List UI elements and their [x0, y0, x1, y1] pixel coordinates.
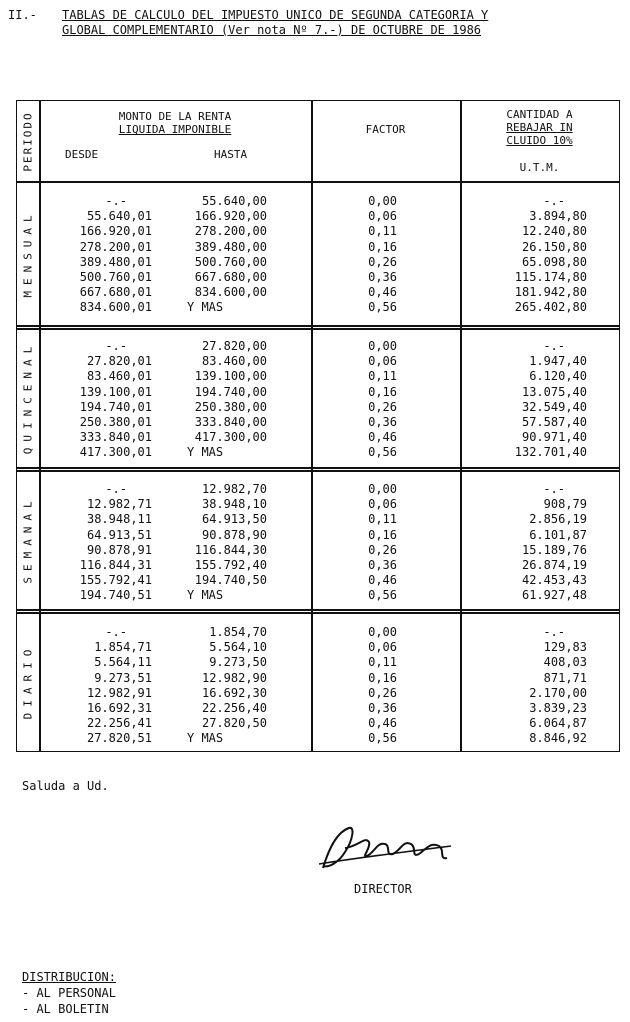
- factor-cell: 0,36: [368, 558, 397, 572]
- desde-cell: 389.480,01: [79, 254, 152, 269]
- hasta-cell: Y MAS: [187, 300, 224, 315]
- factor-cell: 0,26: [368, 399, 397, 414]
- cantidad-cell: 26.150,80: [521, 239, 587, 254]
- table-row: [17, 497, 617, 512]
- hasta-cell: 278.200,00: [194, 224, 267, 239]
- section-divider: [17, 328, 619, 330]
- table-row: [17, 625, 617, 640]
- hasta-cell: Y MAS: [187, 731, 224, 746]
- cantidad-header-line-1: CANTIDAD A: [506, 108, 573, 121]
- hasta-cell: 155.792,40: [194, 558, 267, 572]
- director-title: DIRECTOR: [354, 882, 412, 896]
- table-row: [17, 716, 617, 731]
- cantidad-header-line-3: CLUIDO 10%: [506, 134, 573, 147]
- cantidad-cell: 32.549,40: [521, 399, 587, 414]
- hasta-cell: 1.854,70: [209, 625, 267, 639]
- factor-cell: 0,00: [368, 482, 397, 496]
- desde-cell: 278.200,01: [79, 239, 152, 254]
- factor-cell: 0,16: [368, 384, 397, 399]
- cantidad-cell: -.-: [543, 482, 565, 496]
- cantidad-cell: 65.098,80: [521, 254, 587, 269]
- desde-cell: 22.256,41: [86, 716, 152, 731]
- cantidad-cell: 15.189,76: [521, 542, 587, 557]
- desde-cell: 834.600,01: [79, 300, 152, 315]
- cantidad-cell: 1.947,40: [529, 354, 587, 369]
- factor-cell: 0,00: [368, 625, 397, 639]
- desde-cell: 667.680,01: [79, 285, 152, 300]
- table-row: [17, 671, 617, 686]
- period-label: DIARIO: [21, 643, 35, 720]
- periodo-header: PERIODO: [21, 110, 35, 172]
- factor-cell: 0,11: [368, 224, 397, 239]
- hasta-cell: 12.982,90: [201, 670, 267, 685]
- factor-cell: 0,00: [368, 194, 397, 208]
- desde-cell: 16.692,31: [86, 701, 152, 715]
- desde-cell: 5.564,11: [94, 655, 152, 670]
- hasta-cell: 12.982,70: [201, 482, 267, 496]
- cantidad-cell: 61.927,48: [521, 588, 587, 603]
- cantidad-cell: 8.846,92: [529, 731, 587, 746]
- cantidad-cell: -.-: [543, 194, 565, 208]
- cantidad-cell: 132.701,40: [514, 445, 587, 460]
- table-row: [17, 224, 617, 239]
- distribution-heading: DISTRIBUCION:: [22, 970, 116, 984]
- factor-cell: 0,11: [368, 512, 397, 527]
- factor-cell: 0,36: [368, 415, 397, 429]
- cantidad-cell: 6.064,87: [529, 716, 587, 731]
- section-divider: [17, 467, 619, 469]
- cantidad-cell: 3.894,80: [529, 209, 587, 224]
- table-row: [17, 339, 617, 354]
- desde-cell: -.-: [105, 482, 127, 496]
- cantidad-cell: 129,83: [543, 640, 587, 655]
- desde-cell: -.-: [105, 339, 127, 353]
- utm-header: U.T.M.: [519, 161, 560, 174]
- factor-cell: 0,26: [368, 542, 397, 557]
- hasta-cell: Y MAS: [187, 445, 224, 460]
- factor-cell: 0,00: [368, 339, 397, 353]
- desde-cell: 90.878,91: [86, 542, 152, 557]
- hasta-cell: 64.913,50: [201, 512, 267, 527]
- factor-cell: 0,56: [368, 300, 397, 315]
- table-row: [17, 482, 617, 497]
- table-row: [17, 194, 617, 209]
- factor-cell: 0,06: [368, 354, 397, 369]
- factor-cell: 0,26: [368, 254, 397, 269]
- hasta-cell: 333.840,00: [194, 415, 267, 429]
- cantidad-cell: 908,79: [543, 497, 587, 512]
- cantidad-cell: 26.874,19: [521, 558, 587, 572]
- desde-cell: 194.740,01: [79, 399, 152, 414]
- hasta-cell: 55.640,00: [201, 194, 267, 208]
- hasta-cell: 22.256,40: [201, 701, 267, 715]
- table-row: [17, 270, 617, 285]
- hasta-cell: 116.844,30: [194, 542, 267, 557]
- table-row: [17, 430, 617, 445]
- table-row: [17, 512, 617, 527]
- section-divider: [17, 325, 619, 327]
- cantidad-cell: 2.856,19: [529, 512, 587, 527]
- factor-cell: 0,46: [368, 573, 397, 588]
- table-row: [17, 701, 617, 716]
- desde-cell: 166.920,01: [79, 224, 152, 239]
- desde-cell: 64.913,51: [86, 527, 152, 542]
- hasta-cell: 667.680,00: [194, 270, 267, 284]
- cantidad-cell: 13.075,40: [521, 384, 587, 399]
- cantidad-cell: 871,71: [543, 670, 587, 685]
- cantidad-cell: 90.971,40: [521, 430, 587, 445]
- table-row: [17, 415, 617, 430]
- hasta-cell: 194.740,50: [194, 573, 267, 588]
- table-row: [17, 354, 617, 369]
- cantidad-cell: 408,03: [543, 655, 587, 670]
- hasta-cell: 500.760,00: [194, 254, 267, 269]
- table-row: [17, 558, 617, 573]
- table-row: [17, 400, 617, 415]
- desde-cell: 1.854,71: [94, 640, 152, 655]
- monto-header-line-2: LIQUIDA IMPONIBLE: [118, 123, 232, 136]
- desde-header: DESDE: [65, 148, 99, 161]
- hasta-cell: 166.920,00: [194, 209, 267, 224]
- factor-cell: 0,46: [368, 716, 397, 731]
- cantidad-cell: 12.240,80: [521, 224, 587, 239]
- factor-cell: 0,06: [368, 497, 397, 512]
- section-number: II.-: [8, 8, 37, 22]
- cantidad-cell: 265.402,80: [514, 300, 587, 315]
- desde-cell: -.-: [105, 625, 127, 639]
- desde-cell: 333.840,01: [79, 430, 152, 445]
- signature-image: [315, 818, 455, 878]
- factor-cell: 0,16: [368, 527, 397, 542]
- hasta-cell: 139.100,00: [194, 369, 267, 384]
- desde-cell: 155.792,41: [79, 573, 152, 588]
- table-row: [17, 300, 617, 315]
- factor-header: FACTOR: [365, 123, 406, 136]
- table-row: [17, 255, 617, 270]
- table-row: [17, 445, 617, 460]
- hasta-cell: 5.564,10: [209, 640, 267, 655]
- cantidad-cell: 2.170,00: [529, 685, 587, 700]
- desde-cell: 12.982,91: [86, 685, 152, 700]
- cantidad-cell: -.-: [543, 339, 565, 353]
- factor-cell: 0,46: [368, 430, 397, 445]
- desde-cell: 27.820,01: [86, 354, 152, 369]
- hasta-cell: 83.460,00: [201, 354, 267, 369]
- table-row: [17, 285, 617, 300]
- hasta-cell: 194.740,00: [194, 384, 267, 399]
- period-label: SEMANAL: [21, 495, 35, 584]
- factor-cell: 0,26: [368, 685, 397, 700]
- section-divider: [17, 609, 619, 611]
- monto-header-line-1: MONTO DE LA RENTA: [118, 110, 232, 123]
- desde-cell: -.-: [105, 194, 127, 208]
- tax-table: [16, 100, 620, 752]
- desde-cell: 250.380,01: [79, 415, 152, 429]
- table-row: [17, 686, 617, 701]
- desde-cell: 27.820,51: [86, 731, 152, 746]
- desde-cell: 9.273,51: [94, 670, 152, 685]
- factor-cell: 0,06: [368, 640, 397, 655]
- desde-cell: 55.640,01: [86, 209, 152, 224]
- cantidad-cell: 57.587,40: [521, 415, 587, 429]
- cantidad-cell: 115.174,80: [514, 270, 587, 284]
- factor-cell: 0,56: [368, 445, 397, 460]
- factor-cell: 0,56: [368, 588, 397, 603]
- hasta-cell: 834.600,00: [194, 285, 267, 300]
- section-divider: [17, 612, 619, 614]
- desde-cell: 116.844,31: [79, 558, 152, 572]
- desde-cell: 83.460,01: [86, 369, 152, 384]
- cantidad-cell: 3.839,23: [529, 701, 587, 715]
- desde-cell: 194.740,51: [79, 588, 152, 603]
- cantidad-cell: -.-: [543, 625, 565, 639]
- hasta-header: HASTA: [214, 148, 248, 161]
- hasta-cell: 417.300,00: [194, 430, 267, 445]
- factor-cell: 0,06: [368, 209, 397, 224]
- table-row: [17, 369, 617, 384]
- table-row: [17, 528, 617, 543]
- table-row: [17, 543, 617, 558]
- desde-cell: 417.300,01: [79, 445, 152, 460]
- hasta-cell: 16.692,30: [201, 685, 267, 700]
- document-title-line-1: TABLAS DE CALCULO DEL IMPUESTO UNICO DE SEGUNDA CATEGORIA Y: [62, 8, 489, 22]
- header-divider: [17, 181, 619, 183]
- desde-cell: 12.982,71: [86, 497, 152, 512]
- cantidad-cell: 6.101,87: [529, 527, 587, 542]
- cantidad-cell: 181.942,80: [514, 285, 587, 300]
- hasta-cell: 250.380,00: [194, 399, 267, 414]
- table-row: [17, 240, 617, 255]
- desde-cell: 139.100,01: [79, 384, 152, 399]
- document-title-line-2: GLOBAL COMPLEMENTARIO (Ver nota Nº 7.-) DE OCTUBRE DE 1986: [62, 23, 482, 37]
- period-label: MENSUAL: [21, 208, 35, 298]
- factor-cell: 0,46: [368, 285, 397, 300]
- hasta-cell: 27.820,50: [201, 716, 267, 731]
- cantidad-cell: 42.453,43: [521, 573, 587, 588]
- distribution-item: - AL BOLETIN: [22, 1002, 109, 1016]
- desde-cell: 500.760,01: [79, 270, 152, 284]
- table-row: [17, 573, 617, 588]
- factor-cell: 0,11: [368, 369, 397, 384]
- distribution-item: - AL PERSONAL: [22, 986, 116, 1000]
- section-divider: [17, 470, 619, 472]
- table-row: [17, 209, 617, 224]
- factor-cell: 0,56: [368, 731, 397, 746]
- table-row: [17, 588, 617, 603]
- factor-cell: 0,11: [368, 655, 397, 670]
- hasta-cell: 389.480,00: [194, 239, 267, 254]
- factor-cell: 0,36: [368, 701, 397, 715]
- cantidad-cell: 6.120,40: [529, 369, 587, 384]
- table-row: [17, 385, 617, 400]
- period-label: QUINCENAL: [21, 340, 35, 455]
- factor-cell: 0,16: [368, 239, 397, 254]
- hasta-cell: Y MAS: [187, 588, 224, 603]
- hasta-cell: 27.820,00: [201, 339, 267, 353]
- table-row: [17, 731, 617, 746]
- closing-salutation: Saluda a Ud.: [22, 779, 109, 793]
- table-row: [17, 655, 617, 670]
- factor-cell: 0,36: [368, 270, 397, 284]
- hasta-cell: 38.948,10: [201, 497, 267, 512]
- desde-cell: 38.948,11: [86, 512, 152, 527]
- factor-cell: 0,16: [368, 670, 397, 685]
- hasta-cell: 9.273,50: [209, 655, 267, 670]
- hasta-cell: 90.878,90: [201, 527, 267, 542]
- cantidad-header-line-2: REBAJAR IN: [506, 121, 573, 134]
- table-row: [17, 640, 617, 655]
